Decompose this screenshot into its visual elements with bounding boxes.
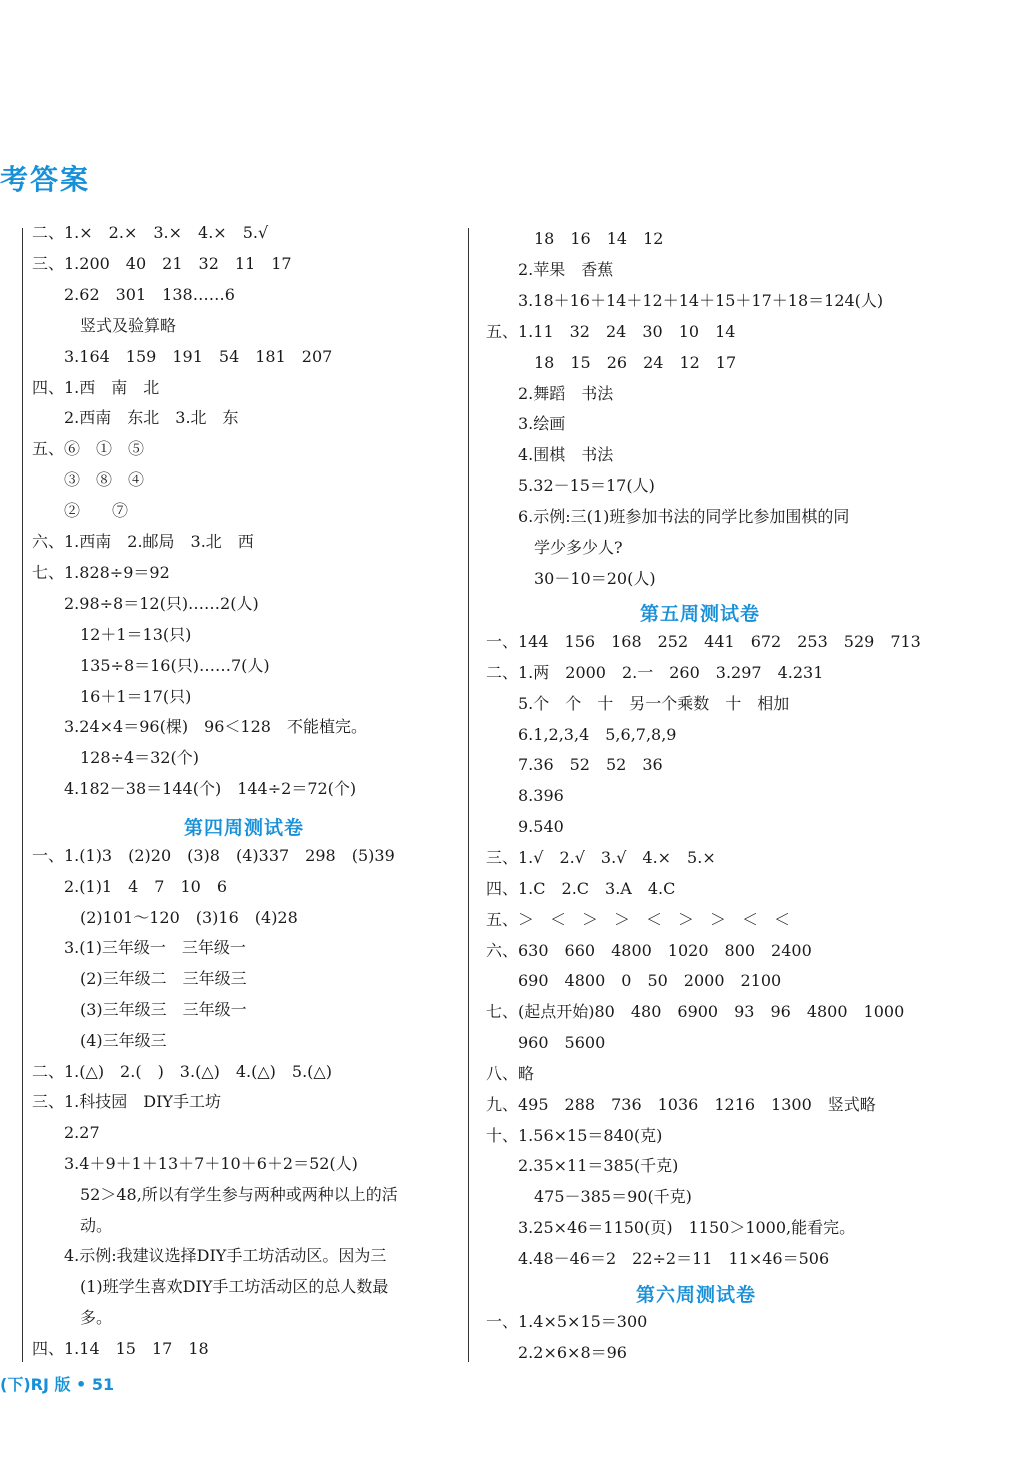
answer-line: 五、1.11 32 24 30 10 14 (486, 321, 736, 341)
answer-line: 3.绘画 (486, 414, 566, 434)
answer-line: 七、(起点开始)80 480 6900 93 96 4800 1000 (486, 1002, 905, 1022)
section-heading-week5: 第五周测试卷 (640, 603, 761, 625)
answer-line: 二、1.两 2000 2.一 260 3.297 4.231 (486, 662, 824, 682)
answer-line: (1)班学生喜欢DIY手工坊活动区的总人数最 (32, 1277, 389, 1297)
answer-line: 十、1.56×15＝840(克) (486, 1125, 663, 1145)
answer-line: 三、1.科技园 DIY手工坊 (32, 1092, 221, 1112)
answer-line: 五、＞ ＜ ＞ ＞ ＜ ＞ ＞ ＜ ＜ (486, 909, 791, 929)
answer-line: 六、1.西南 2.邮局 3.北 西 (32, 532, 254, 551)
answer-line: 16＋1＝17(只) (32, 686, 192, 706)
answer-line: 动。 (32, 1215, 113, 1235)
answer-line: 2.98÷8＝12(只)……2(人) (32, 593, 259, 613)
answer-line: (4)三年级三 (32, 1030, 167, 1050)
answer-line: 18 16 14 12 (486, 229, 664, 248)
answer-line: 3.4＋9＋1＋13＋7＋10＋6＋2＝52(人) (32, 1154, 358, 1173)
answer-line: 3.18＋16＋14＋12＋14＋15＋17＋18＝124(人) (486, 290, 884, 310)
answer-line: 2.舞蹈 书法 (486, 383, 614, 403)
answer-line: 6.示例:三(1)班参加书法的同学比参加围棋的同 (486, 507, 850, 527)
answer-line: 八、略 (486, 1063, 535, 1083)
answer-line: 2.苹果 香蕉 (486, 259, 614, 279)
answer-line: 一、144 156 168 252 441 672 253 529 713 (486, 632, 921, 651)
section-heading-week6: 第六周测试卷 (636, 1284, 757, 1306)
answer-line: 3.25×46＝1150(页) 1150＞1000,能看完。 (486, 1218, 856, 1238)
answer-line: 三、1.200 40 21 32 11 17 (32, 253, 292, 273)
answer-line: 5.32－15＝17(人) (486, 476, 655, 496)
answer-line: 52＞48,所以有学生参与两种或两种以上的活 (32, 1184, 398, 1204)
answer-line: 2.(1)1 4 7 10 6 (32, 876, 228, 896)
answer-line: 4.182－38＝144(个) 144÷2＝72(个) (32, 779, 357, 799)
page-title: 考答案 (0, 163, 91, 196)
answer-line: 四、1.西 南 北 (32, 377, 160, 397)
answer-line: 2.2×6×8＝96 (486, 1342, 627, 1362)
answer-line: 128÷4＝32(个) (32, 748, 199, 768)
section-heading-week4: 第四周测试卷 (184, 817, 305, 839)
answer-line: 2.35×11＝385(千克) (486, 1156, 679, 1176)
answer-line: 4.48－46＝2 22÷2＝11 11×46＝506 (486, 1249, 830, 1268)
answer-line: 8.396 (486, 786, 564, 806)
answer-line: 30－10＝20(人) (486, 568, 656, 588)
answer-line: 多。 (32, 1308, 113, 1327)
answer-line: 二、1.× 2.× 3.× 4.× 5.√ (32, 223, 269, 242)
answer-line: 3.(1)三年级一 三年级一 (32, 938, 246, 958)
answer-line: 9.540 (486, 817, 564, 837)
answer-line: 四、1.C 2.C 3.A 4.C (486, 878, 676, 898)
answer-line: ② ⑦ (32, 501, 129, 521)
answer-line: 4.围棋 书法 (486, 445, 614, 465)
answer-line: 六、630 660 4800 1020 800 2400 (486, 940, 812, 960)
left-column-rule (22, 228, 23, 1362)
answer-line: 960 5600 (486, 1033, 606, 1053)
answer-line: 690 4800 0 50 2000 2100 (486, 971, 782, 991)
answer-line: (3)三年级三 三年级一 (32, 1000, 247, 1019)
answer-line: 135÷8＝16(只)……7(人) (32, 655, 270, 675)
answer-line: 一、1.(1)3 (2)20 (3)8 (4)337 298 (5)39 (32, 846, 395, 865)
answer-line: 2.西南 东北 3.北 东 (32, 408, 239, 428)
answer-line: 四、1.14 15 17 18 (32, 1338, 209, 1358)
answer-line: 6.1,2,3,4 5,6,7,8,9 (486, 724, 677, 744)
answer-line: 2.62 301 138……6 (32, 284, 235, 304)
answer-line: 二、1.(△) 2.( ) 3.(△) 4.(△) 5.(△) (32, 1061, 332, 1081)
answer-line: 3.24×4＝96(棵) 96＜128 不能植完。 (32, 717, 367, 737)
answer-line: 12＋1＝13(只) (32, 624, 192, 644)
answer-line: 2.27 (32, 1123, 100, 1143)
answer-line: 五、⑥ ① ⑤ (32, 439, 145, 459)
answer-line: 学少多少人? (486, 538, 623, 557)
answer-line: 18 15 26 24 12 17 (486, 352, 737, 372)
answer-line: 一、1.4×5×15＝300 (486, 1312, 648, 1331)
answer-line: (2)101～120 (3)16 (4)28 (32, 907, 298, 927)
center-column-rule (468, 228, 469, 1362)
answer-line: 三、1.√ 2.√ 3.√ 4.× 5.× (486, 847, 716, 867)
answer-line: 七、1.828÷9＝92 (32, 562, 170, 582)
answer-line: 竖式及验算略 (32, 315, 177, 335)
answer-line: 3.164 159 191 54 181 207 (32, 346, 333, 366)
answer-line: 475－385＝90(千克) (486, 1187, 692, 1207)
page-footer: (下)RJ 版 • 51 (0, 1375, 115, 1394)
answer-line: 7.36 52 52 36 (486, 755, 663, 775)
answer-line: (2)三年级二 三年级三 (32, 969, 247, 989)
answer-line: 4.示例:我建议选择DIY手工坊活动区。因为三 (32, 1246, 387, 1266)
answer-line: 5.个 个 十 另一个乘数 十 相加 (486, 693, 790, 713)
answer-line: 九、495 288 736 1036 1216 1300 竖式略 (486, 1094, 876, 1114)
answer-line: ③ ⑧ ④ (32, 470, 145, 490)
